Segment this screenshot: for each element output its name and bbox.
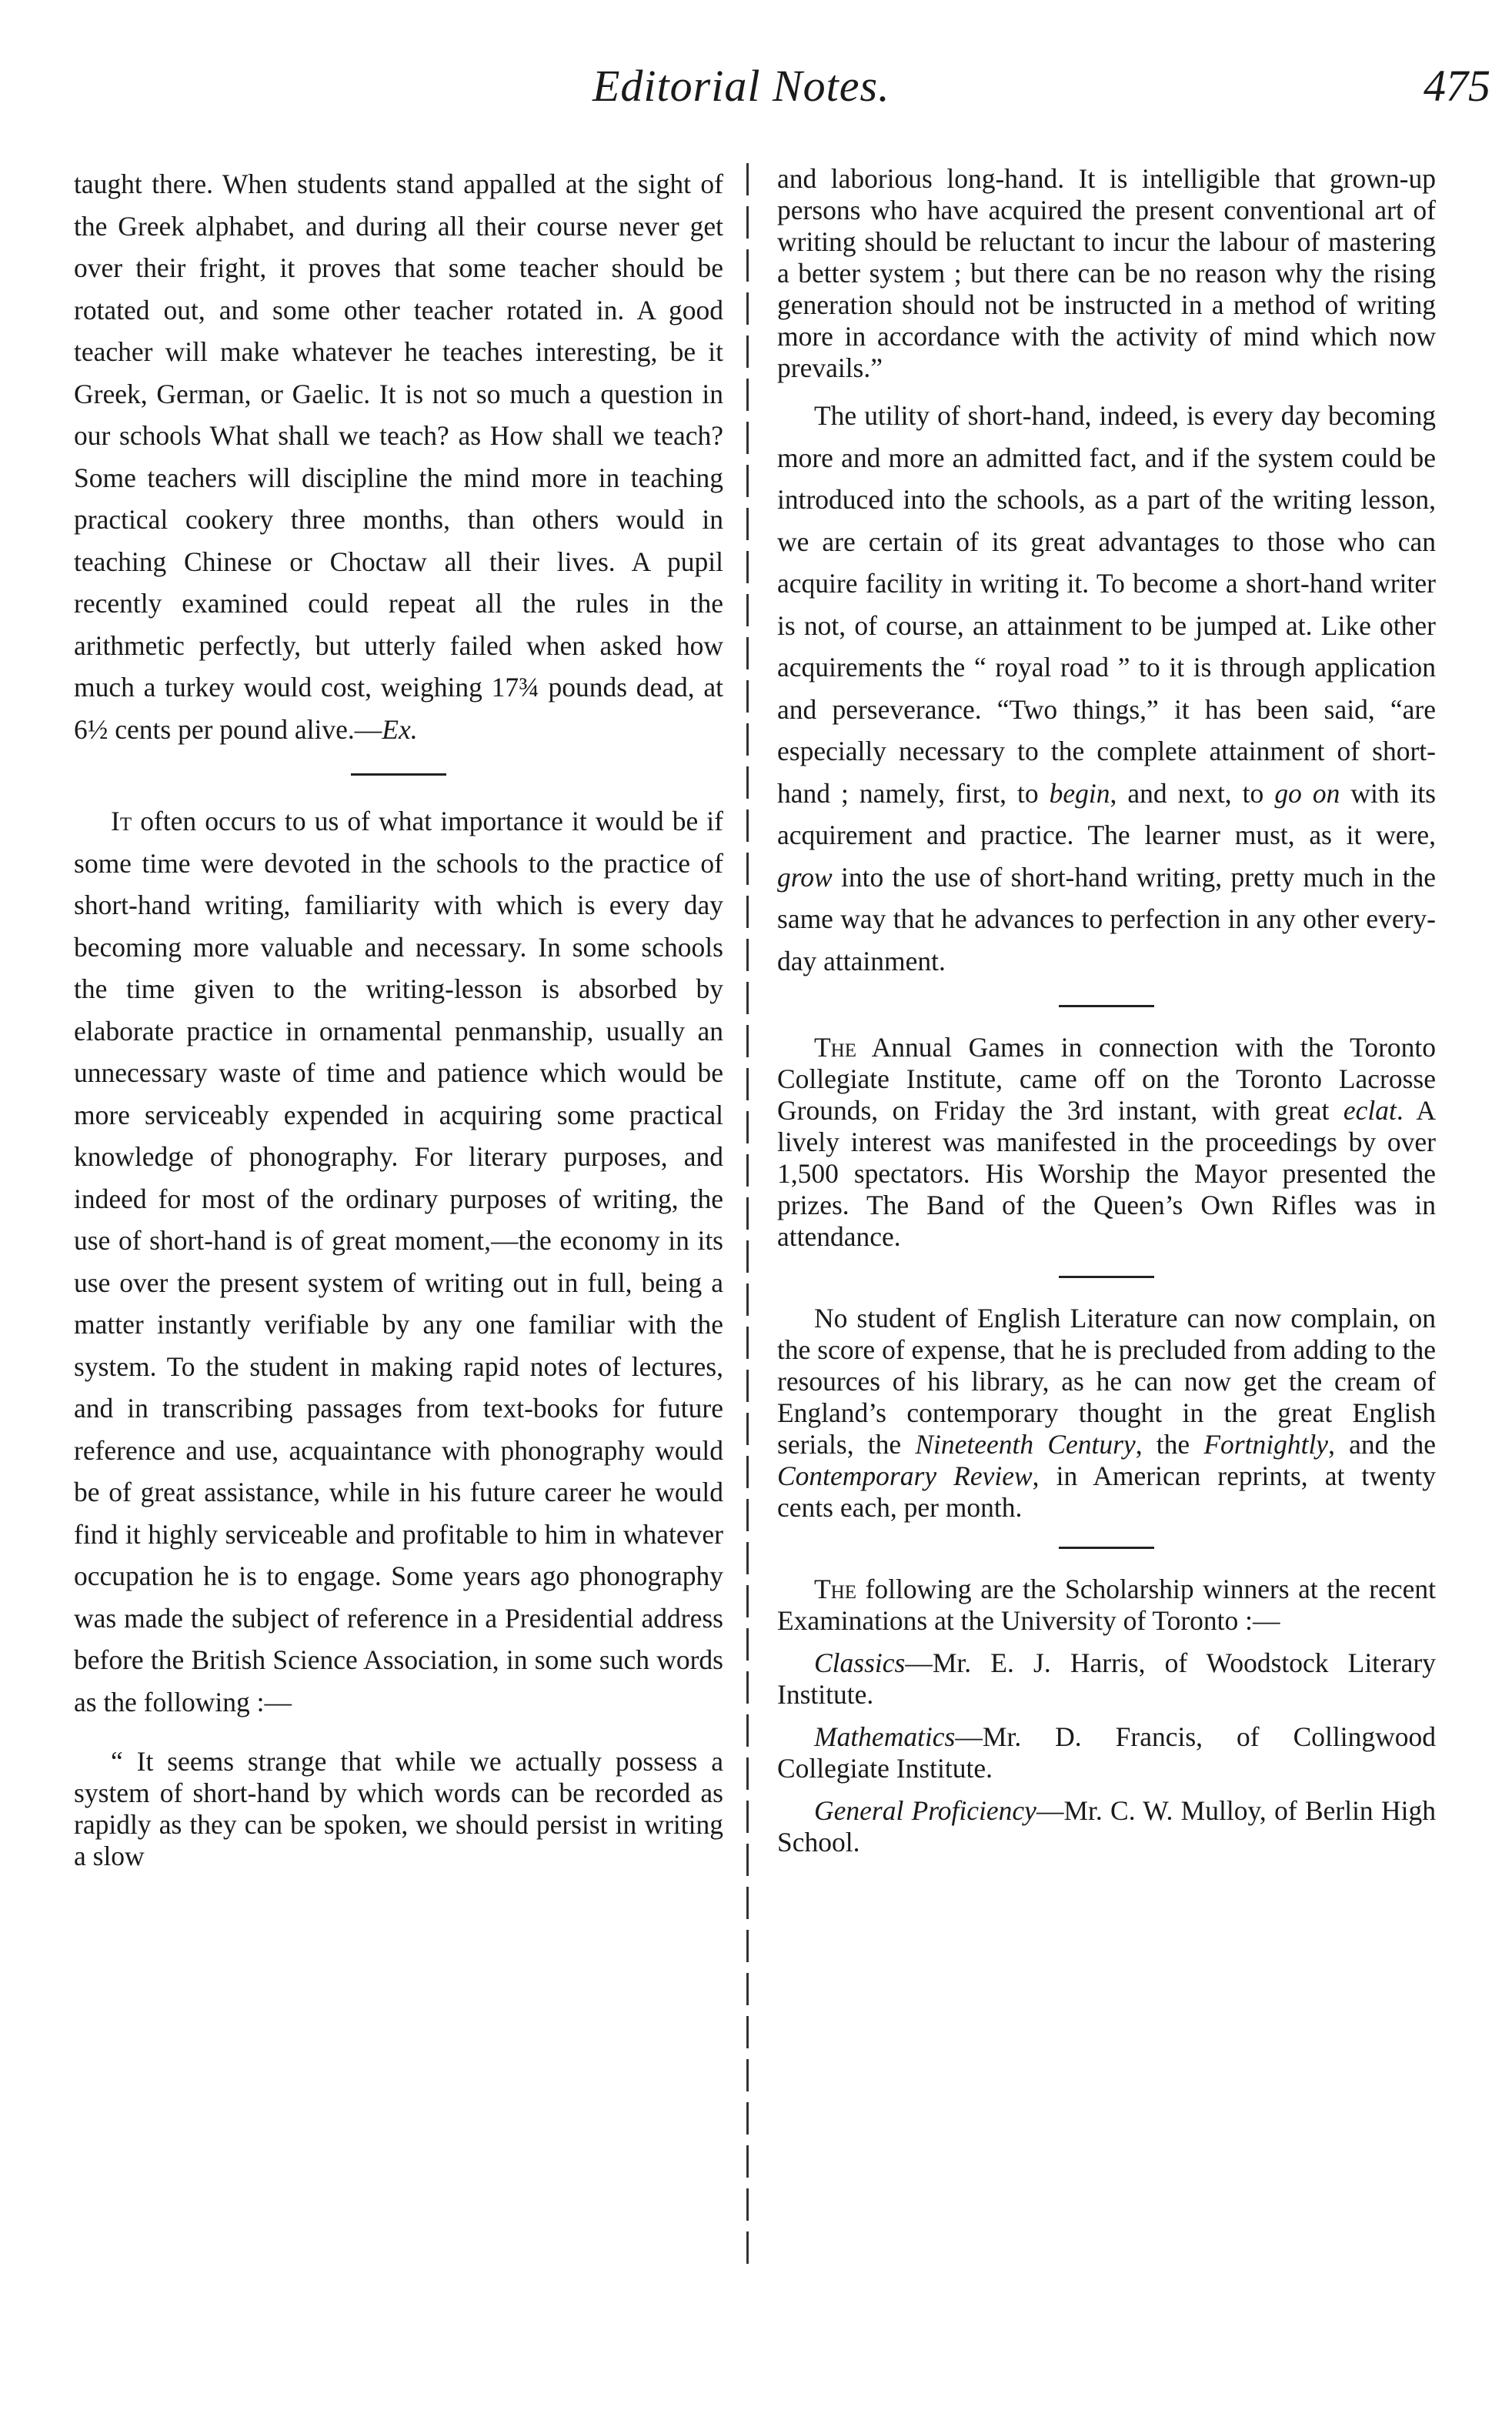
section-divider [1059, 1547, 1154, 1549]
games-paragraph: The Annual Games in connection with the Toronto Collegiate Institute, came off on the Toronto Lacrosse Grounds, on Friday the 3rd instant, with great eclat. A lively interest was manifested in the proceedings by over 1,500 spectators. His Worship the Mayor presented the prizes. The Band of the Queen’s Own Rifles was in attendance. [777, 1032, 1436, 1252]
lead-word: It [111, 806, 132, 836]
section-divider [1059, 1276, 1154, 1278]
shorthand-paragraph: It often occurs to us of what importance it would be if some time were devoted in the schools to the practice of short-hand writing, familiarity with which is every day becoming more valuable and necessary. In some schools the time given to the writing-lesson is absorbed by elaborate practice in ornamental penmanship, usually an unnecessary waste of time and patience which would be more serviceably expended in acquiring some practical knowledge of phonography. For literary purposes, and indeed for most of the ordinary purposes of writing, the use of short-hand is of great moment,—the economy in its use over the present system of writing out in full, being a matter instantly verifiable by any one familiar with the system. To the student in making rapid notes of lectures, and in transcribing passages from text-books for future reference and use, acquaintance with phonography would be of great assistance, while in his future career he would find it highly serviceable and profitable to him in whatever occupation he is to engage. Some years ago phonography was made the subject of reference in a Presidential address before the British Science Association, in some such words as the following :— [74, 806, 723, 1717]
source-citation: Ex. [382, 713, 418, 745]
left-column [74, 163, 723, 1872]
utility-paragraph: The utility of short-hand, indeed, is every day becoming more and more an admitted fact, and if the system could be introduced into the schools, as a part of the writing lesson, we are certain of its great advantages to those who can acquire facility in writing it. To become a short-hand writer is not, of course, an attainment to be jumped at. Like other acquirements the “ royal road ” to it is through application and perseverance. “Two things,” it has been said, “are especially necessary to the complete attainment of short-hand ; namely, first, to begin, and next, to go on with its acquirement and practice. The learner must, as it were, grow into the use of short-hand writing, pretty much in the same way that he advances to perfection in any other every-day attainment. [777, 400, 1437, 976]
page-number: 475 [1424, 61, 1490, 111]
paragraph-continued: taught there. When students stand appalled at the sight of the Greek alphabet, and during all their course never get over their fright, it proves that some teacher should be rotated out, and some other teacher rotated in. A good teacher will make whatever he teaches interesting, be it Greek, German, or Gaelic. It is not so much a question in our schools What shall we teach? as How shall we teach? Some teachers will discipline the mind more in teaching practical cookery three months, than others would in teaching Chinese or Choctaw all their lives. A pupil recently examined could repeat all the rules in the arithmetic perfectly, but utterly failed when asked how much a turkey would cost, weighing 17¾ pounds dead, at 6½ cents per pound alive.—Ex. [74, 169, 723, 745]
right-column [777, 163, 1436, 1858]
section-divider [351, 773, 446, 776]
lead-word: The [814, 1032, 857, 1063]
lead-word: The [814, 1574, 857, 1604]
section-divider [1059, 1005, 1154, 1007]
scholarship-intro: The following are the Scholarship winners at the recent Examinations at the University of Toronto :— [777, 1574, 1436, 1636]
literature-paragraph: No student of English Literature can now complain, on the score of expense, that he is precluded from adding to the resources of his library, as he can now get the cream of England’s contemporary thought in the great English serials, the Nineteenth Century, the Fortnightly, and the Contemporary Review, in American reprints, at twenty cents each, per month. [777, 1303, 1436, 1523]
scholarship-general-proficiency: General Proficiency—Mr. C. W. Mulloy, of Berlin High School. [777, 1795, 1436, 1858]
column-rule [746, 163, 749, 2271]
scholarship-mathematics: Mathematics—Mr. D. Francis, of Collingwood Collegiate Institute. [777, 1721, 1436, 1784]
quotation-paragraph: “ It seems strange that while we actually possess a system of short-hand by which words can be recorded as rapidly as they can be spoken, we should persist in writing a slow [74, 1746, 723, 1871]
scholarship-classics: Classics—Mr. E. J. Harris, of Woodstock Literary Institute. [777, 1647, 1436, 1710]
quotation-continued: and laborious long-hand. It is intelligible that grown-up persons who have acquired the present conventional art of writing should be reluctant to incur the labour of mastering a better system ; but there can be no reason why the rising generation should not be instructed in a method of writing more in accordance with the activity of mind which now prevails.” [777, 163, 1436, 383]
running-title: Editorial Notes. [592, 61, 890, 111]
page-header [0, 60, 1512, 129]
